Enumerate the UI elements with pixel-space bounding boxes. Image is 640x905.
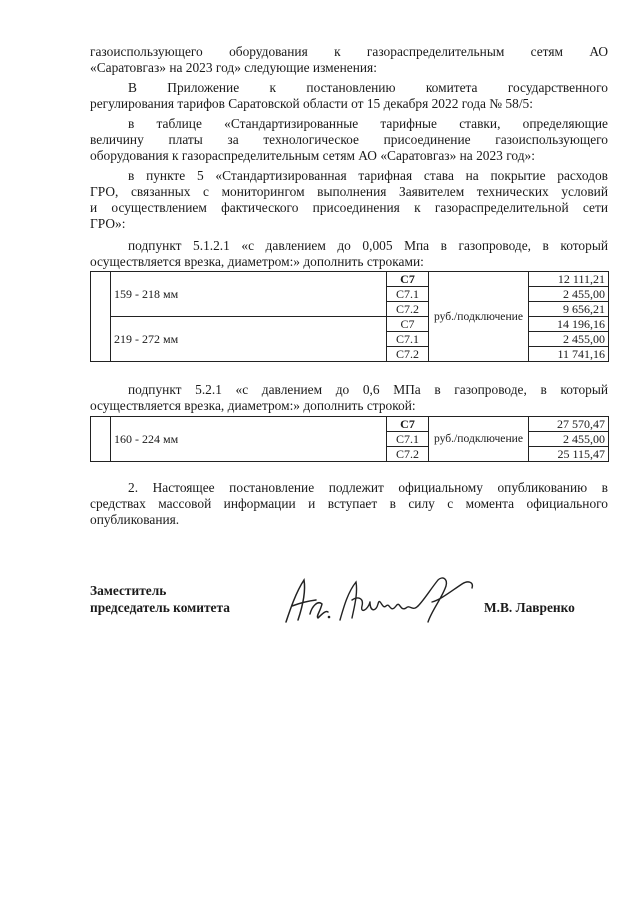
text-line: 2. Настоящее постановление подлежит официальному опубликованию в (128, 480, 608, 495)
value-cell: 12 111,21 (529, 272, 609, 287)
text-line: регулирования тарифов Саратовской области от 15 декабря 2022 года № 58/5: (90, 96, 533, 111)
code-cell: С7.2 (387, 447, 429, 462)
diameter-cell: 219 - 272 мм (111, 317, 387, 362)
text-line: В Приложение к постановлению комитета государственного (128, 80, 608, 95)
paragraph-table-ref (90, 116, 608, 164)
signatory-title-line: председатель комитета (90, 600, 230, 615)
value-cell: 11 741,16 (529, 347, 609, 362)
text-line: в таблице «Стандартизированные тарифные ставки, определяющие (128, 116, 608, 131)
diameter-cell: 160 - 224 мм (111, 417, 387, 462)
table-row (91, 272, 609, 287)
text-line: величину платы за технологическое присоединение газоиспользующего (90, 132, 608, 147)
handwritten-signature (282, 570, 482, 630)
text-line: «Саратовгаз» на 2023 год» следующие изменения: (90, 60, 377, 75)
value-cell: 14 196,16 (529, 317, 609, 332)
value-cell: 2 455,00 (529, 332, 609, 347)
diameter-cell: 159 - 218 мм (111, 272, 387, 317)
value-cell: 2 455,00 (529, 287, 609, 302)
code-cell: С7 (387, 317, 429, 332)
value-cell: 2 455,00 (529, 432, 609, 447)
signatory-name: М.В. Лавренко (484, 600, 575, 615)
text-line: средствах массовой информации и вступает в силу с момента официального (90, 496, 608, 511)
table-row (91, 317, 609, 332)
table-cell (91, 272, 111, 362)
code-cell: С7.2 (387, 347, 429, 362)
text-line: осуществляется врезка, диаметром:» дополнить строкой: (90, 398, 416, 413)
text-line: ГРО, связанных с мониторингом выполнения Заявителем технических условий (90, 184, 608, 199)
unit-cell: руб./подключение (429, 417, 529, 462)
paragraph-subitem-5-1-2-1 (90, 238, 608, 270)
table-cell (91, 417, 111, 462)
paragraph-item-5 (90, 168, 608, 232)
signatory-title-line: Заместитель (90, 583, 167, 598)
paragraph-clause-2 (90, 480, 608, 528)
text-line: подпункт 5.1.2.1 «с давлением до 0,005 Мпа в газопроводе, в который (128, 238, 608, 253)
code-cell: С7.2 (387, 302, 429, 317)
paragraph-intro (90, 44, 608, 76)
paragraph-appendix (90, 80, 608, 112)
text-line: в пункте 5 «Стандартизированная тарифная става на покрытие расходов (128, 168, 608, 183)
table-row (91, 417, 609, 432)
text-line: газоиспользующего оборудования к газораспределительным сетям АО (90, 44, 608, 59)
value-cell: 9 656,21 (529, 302, 609, 317)
text-line: и осуществлением фактического присоединения к газораспределительной сети (90, 200, 608, 215)
text-line: ГРО»: (90, 216, 126, 231)
unit-cell: руб./подключение (429, 272, 529, 362)
text-line: подпункт 5.2.1 «с давлением до 0,6 МПа в газопроводе, в который (128, 382, 608, 397)
code-cell: С7.1 (387, 287, 429, 302)
tariff-table-1 (90, 271, 609, 362)
text-line: опубликования. (90, 512, 180, 527)
paragraph-subitem-5-2-1 (90, 382, 608, 414)
code-cell: С7 (387, 417, 429, 432)
text-line: осуществляется врезка, диаметром:» дополнить строками: (90, 254, 424, 269)
code-cell: С7.1 (387, 432, 429, 447)
code-cell: С7.1 (387, 332, 429, 347)
value-cell: 25 115,47 (529, 447, 609, 462)
code-cell: С7 (387, 272, 429, 287)
text-line: оборудования к газораспределительным сетям АО «Саратовгаз» на 2023 год»: (90, 148, 535, 163)
signatory-title (90, 582, 230, 616)
value-cell: 27 570,47 (529, 417, 609, 432)
tariff-table-2 (90, 416, 609, 462)
